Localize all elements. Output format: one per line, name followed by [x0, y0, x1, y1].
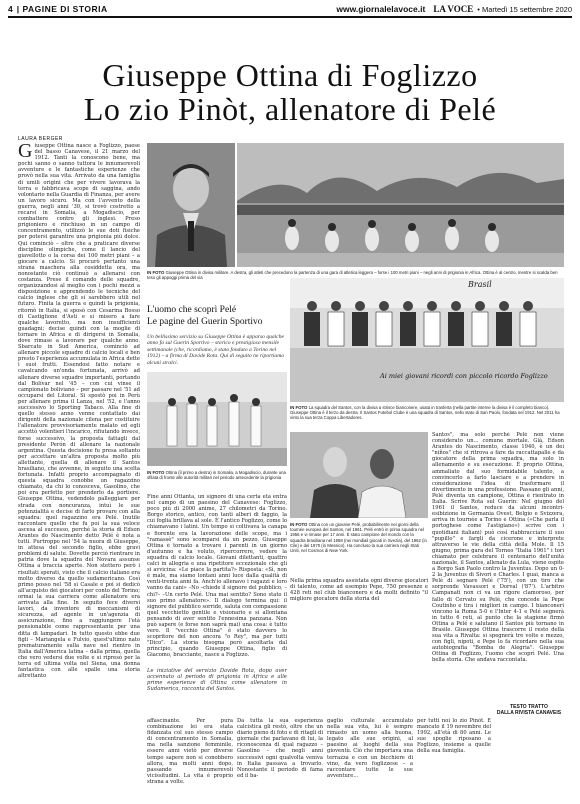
caption-text: La squadra del Santos, con la divisa a strisce bianconere, usata in trasferta (nella partite interne la divisa è il completo bianco). Giuseppe Ottina è il terzo da destra. Il Santos Futebol Clube è una squadra di Santos, nello stato di San Paolo, fondata nel 1912. Nel 2011 ha vinto la sua terza Coppa Libertadores. [290, 405, 560, 421]
photo-ottina-pele [290, 432, 428, 518]
title-line-1: Giuseppe Ottina di Foglizzo [102, 57, 478, 93]
caption-somalia [147, 470, 287, 488]
page-header [8, 4, 572, 18]
sidebar-heading-line-1: L'uomo che scoprì Pelé [147, 305, 237, 315]
sidebar-column-c: Santos", ma solo perché Pelé non viene considerato un... comune mortale. Già, Edson Arantes do Nascimento, classe 1940, è un dei "niños" che si ritrova a fare da raccattapalle e da giocatore della prima squadra, ma solo in allenamento e su esecuzione. È proprio Ottina, ammaliato dal suo formidabile talento, a convincerlo a farlo lasciare e a prendere in considerazione l'idea di trasformare il divertimento in una professione. Passano gli anni, Pelé diventa un campione, Ottina è rientrato in Italia. Scrive Rota sul Guerin: Nel giugno del 1961 il Santos, reduce da alcuni incontri-esibizione in Germania Ovest, Belgio e Svizzera, arriva in tournée a Torino e Ottina («Che parla il portoghese come l'astigiano») scrive con i quotidiani italiani) può così riabbracciare il suo "pupillo" e fargli da cicerone e interprete attraverso le vie della città della Mole. Il 15 giugno, prima gara del Torneo "Italia 1961" i tori chiamato per celebrare il centenario dell'unità nazionale, il Santos, allenato da Lula, viene ospite a Borgo San Paolo contro la Juventus. Dopo un 0-2 la Juventus di Sivori e Charles. I guai, manca a Pelé di segnare Pelé ('75'), con un tiro che sorprende Vavassori e Dorval ('87'). L'arbitro Campanati non ci va un rigore clamoroso, per fallo di Cervato su Pelé, che concede la Pepe Coutinho e tira i migliori in campo. I bianconeri vincono la Roma 5-0 e l'Inter 4-1 e Pelé segnerà in tutto 6 reti, al punto che la stagione firmò Ottina a Pelé e salutano il Santos più tornano in Brasile. Giuseppe Ottina trascorre il resto della sua vita a Rivalta: si spegnerà tre volte e mezzo, con figli, nipoti, e Pepe lo fa ricordare nella sua autobiografia "Bomba de Alegria". Giuseppe Ottina di Foglizzo, l'uomo che scoprì Pelé. Una bella storia. Che andava raccontata. [432, 432, 564, 664]
portrait-image [147, 143, 235, 267]
column-1-text: iuseppe Ottina nasce a Foglizzo, paese del basso Canavese, il 21 marzo del 1912. Tanti la conoscono bene, ma pochi sanno o sanno tuttora le innumerevoli avventure e le fantastiche esperienze che provò nella sua vita. Arrivato da una famiglia di umili origini che per vivere lavorava la terra e fabbricava scope di saggina, ando volontario nella Guardia di Finanza, per avere un lavoro sicuro. Ma con l'avvento della guerra, negli anni '30, si trovò costretto a recarsi in Somalia, a Mogadiscio, per combattere contro gli inglesi. Preso prigioniero e rinchiuso in un campo di concentramento, utilizzò le sue doti fisiche per potersi garantire una prigionia più dolce. Qui cominciò – oltre che a praticare diverse discipline olimpiche, come il lancio del giavellotto o la corsa dei 100 metri piani – a giocare a calcio. Si procurò pertanto una strana maschera alla cosiddetta ora, ma nonostante ciò continuò a allenarsi con costanza. Prese il comando delle squadre, organizzandosi al meglio con i pochi mezzi a disposizione e apprendendo le tecniche del calcio inglese che gli si sarebbero utili nel futuro. Finita la guerra e quindi la prigionia, ritornò in Italia, si sposò con Cesarina Bosso di Castiglione d'Asti e si misero a fare qualche lavoretto, ma non insufficienti guadagni; decise quindi con la moglie di tornare in Africa e di dirigersi in Somalia, dove rimase a lavorare per qualche anno. Sbarcato in Sud America, cominciò ad allenare piccole squadre di calcio locali e ben presto l'esperienza accumulata in Africa dette i suoi frutti. Essendosi fatto notare e cavalcando un'onda fortunata, arrivò ad allenare diverse squadre importanti, portando dal Bolívar nel '45 – con cui vinse il campionato boliviano – per passare nel '51 ad occuparsi del Litoral. Si spostò poi in Perù per allenare prima il Lanza, nel '52, e l'anno successivo lo Sporting Tabaco. Alla fine di quello stesso anno venne contattato dai dirigenti della nazionale cilena per costituire l'allenatore provvisoriamente malato ed egli accettò volentieri l'incarico, rifiutando invece, forse successivo, la proposta fattagli dal presidente Perón di allenare la nazionale argentina. Questa decisione fu presa soltanto per accettare un'altra proposta molto più allettante, quella di allenare il Santos brasiliano, che avvenne, in seguito una scelta fortunata. Infatti proprio accompagnato di questa squadra conobbe un ragazzino chiamato, da chi lo conosceva, Gasolino, che poi era perfetto per prenderlo da portiere. Giuseppe Ottina, vedendolo palleggiare per strada con noncuranza, intuì le sue potenzialità e decise di farlo provare con alla squadra: quel ragazzino era Pelé. Inutile raccontare quello che fu poi la sua veloce ascesa al successo, perché la storia di Edson Arantes do Nascimento detto Pelé è nota a tutti. Purtroppo nel '54 la nuora di Giuseppe, in attesa del secondo figlio, ebbe gravi problemi di salute. Dovette perciò rientrare in patria dove la squadra del Novara assunse Ottina a braccia aperte. Non stettero però i risultati sperati, visto che il calcio italiano era molto diverso da quello sudamericano. Così primo posso nel '58 si Casale e poi si dedicò all'acquisto dei giocatori per conto del Torino; ormai la sua carriera come allenatore era arrivata alla fine. In seguito fece diversi lavori, da inventore di meccanismi di sicurezza, ad agente in un'agenzia di assicurazione, fino a raggiungere l'età pensionabile come rappresentante per una ditta di lampadari. In tutto questo ebbe due figli – Mariangela e Fulvio, quest'ultimo nato prematuramente sulla nave nel rientro in Italia dall'America latina – dalla prima, quella che vero vedersi due volte e si ripresò per la terra ed ultima volta nel Siena, una donna fantastica con alle spalle una storia altrettanto [18, 143, 140, 680]
sidebar-lead: Un bellissimo servizio su Giuseppe Ottina è apparso qualche anno fa sul Guerin Sportivo – storico e prestigioso mensile settimanale (che, ricordiamo, è stato fondato a Torino nel 1912) – a firma di Davide Rota. Qui di seguito ne riportiamo alcuni stralci. [147, 334, 285, 366]
caption-label: IN FOTO [290, 522, 308, 527]
signature-line-1: TESTO TRATTO [510, 704, 548, 710]
photo-inscription-dedication: Ai miei giovani ricordi con piccolo ricordo Foglizzo [380, 372, 548, 380]
article-title [0, 58, 580, 126]
section-title: | PAGINE DI STORIA [16, 4, 108, 14]
photo-athletics-race [237, 143, 564, 267]
caption-pele [290, 522, 428, 574]
parade-image [147, 372, 287, 466]
sidebar-heading-line-2: Le pagine del Guerin Sportivo [147, 317, 263, 327]
photo-inscription-brasil: Brasil [468, 280, 492, 289]
section-name: PAGINE DI STORIA [22, 4, 108, 14]
caption-text: Giuseppe Ottina in divisa militare. A destra, gli atleti che precedono la partenza di una gara di atletica leggera – forse i 100 metri piani – negli anni di prigionia in Africa. Ottina è al centro, mentre si scalda ben teso gli appoggi prima del via [147, 270, 558, 281]
article-column-4: gaglio culturale accumulato nella sua vita, lui è sempre rimasto un uomo alla buona, legato alle sue origini, al paesino ai luoghi della sua gioventù. Ciò che importava una terrazza e con un bicchiere di vino, da vero foglizzese – a raccontare tutte le sue avventure... [327, 718, 413, 779]
sidebar-column-d: Nella prima squadra assistata ogni diverse giocatori di talento, come ad esempio Pepe, 750 presenze e 428 reti nel club bianconero e da molti definito "il migliore giocatore della storia del [290, 578, 428, 603]
page-number: 4 [8, 4, 13, 14]
athletics-image [237, 143, 564, 267]
article-column-2: affascinante. Per pura combinazione lei era stata fidanzata col suo stesso campo di concentramento in Somalia, ma nella sanzione femminile, essere anni vietò per diverse tempo sapere non si conobbero allora, ma molti anni dopo, passando innumerevoli vicissitudini. La vita è proprio strana a volte. [147, 718, 233, 785]
caption-label: IN FOTO [147, 470, 165, 475]
caption-text: Ottina con un giovane Pelé, probabilmente nei giorni della tournée europea del Santos, nel 1961. Pelé entrò in prima squadra nel 1956 e vi rimase per 17 anni. È stato campione del mondo con la squadra brasiliana nel 1958 (nei mondiali giocati in Svezia), del 1962 (in Cile) e del 1970 (in Messico). Ha concluso la sua carriera negli Stati Uniti, nel Cosmos di New York. [290, 522, 427, 554]
sidebar-heading [147, 304, 287, 328]
dropcap: G [18, 143, 33, 162]
article-column-3: Da tutta la sua esperienza calcistica gli restò, oltre che un diario pieno di foto e di ritagli di giornale che parlavano di lui, la riconoscenza di qual ragazzo – Gasolino – che negli anni successivi ogni qualvolta veniva in Italia passava a trovarlo. Nonostante il periodo di fama ed il ba- [237, 718, 323, 779]
source-signature [494, 704, 564, 716]
sidebar-column-b: Le iniziative del servizio Davide Rota, dopo aver accennato al periodo di prigionia in Africa e alle prime esperienze di Ottina come allenatore in Sudamerica, racconta del Santos. [147, 668, 287, 693]
photo-santos-team [290, 278, 564, 402]
ottina-pele-image [290, 432, 428, 518]
article-column-1 [18, 143, 140, 757]
photo-somalia-parade [147, 372, 287, 466]
caption-text: Ottina (il primo a destra) in Somalia, a Mogadiscio, durante una sfilata di fronte alle autorità militari nel periodo antecedente la prigionia [147, 470, 286, 481]
title-line-2: Lo zio Pinòt, allenatore di Pelé [83, 91, 497, 127]
caption-label: IN FOTO [290, 405, 308, 410]
byline: LAURA BERGER [18, 136, 63, 142]
photo-portrait-military [147, 143, 235, 267]
sidebar-column-a: Fine anni Ottanta, un signore di una certa età entra nel campo di un paesino del Canavese: Foglizzo, poco più di 2000 anime, 27 chilometri da Torino. Borgo storico, antico, con tanti alberi di faggio, la cui foglia brillava al sole. È l'antico Foglizzo, come lo chiamavano i latini. Un tempo si coltivava la canapa e fiorente era la lavorazione delle scope, ma i "ramassè" sono scomparsi da un pezzo. Giuseppe Ottina è tornato a trovare i parenti in un giorno d'autunno e ha voluto, ripercorrere, vedere la squadra di calcio locale. Giovani dilettanti, quattro calci in allegria e una ripetitore eccezionale che gli si avvicina: «Le piace la partita?» Risposta: «Sì, non è male, ma siamo lontani anni luce dalla qualità di venti-trenta anni fa. Anch'io allenavo i ragazzi e loro vanno da cani» –No –chiede il signore del pubblico, –chi?– –Un certo Pelé. Una mai sentito? Sono stato il suo primo allenatore». Il dialogo termina qui: il signore del pubblico sorride, saluta con compassione quel vecchietto gentile e visionario e si allontana pensando di aver sentito l'ennesima panzana. Non può sapere (e forse non saprà mai) una cosa: è tutto vero. Il "vecchio Ottina" è stato davvero lo scopritore del non ancora "o Rey", ma per tutti "Dico". La storia bisogna però ascoltarla dal principio, quando Giuseppe Ottina, figlio di Giacomo, bracciante, nasce a Foglizzo. [147, 494, 287, 659]
publication-name: LA VOCE [433, 4, 474, 14]
website-url[interactable]: www.giornalelavoce.it [336, 4, 426, 14]
publication-date: • Martedì 15 settembre 2020 [477, 4, 572, 14]
signature-line-2: DALLA RIVISTA CANAVEIS [496, 710, 562, 716]
article-column-5: per tutti noi lo zio Pinòt. È mancato il 19 novembre del 1992, all'età di 80 anni. Le sue spoglie riposano a Foglizzo, insieme a quelle della sua famiglia. [417, 718, 491, 755]
santos-team-image [290, 278, 564, 402]
caption-santos [290, 405, 564, 429]
caption-label: IN FOTO [147, 270, 165, 275]
